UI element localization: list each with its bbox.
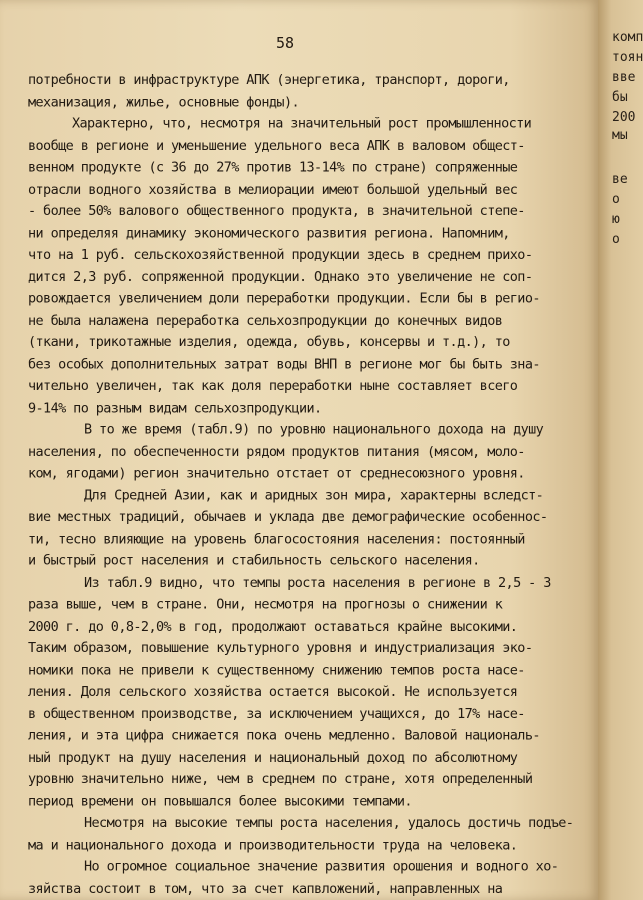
- text-line: (ткани, трикотажные изделия, одежда, обувь, консервы и т.д.), то: [28, 334, 510, 351]
- text-line: период времени он повышался более высокими темпами.: [28, 793, 412, 809]
- page-number: 58: [276, 34, 295, 52]
- text-line: механизация, жилье, основные фонды).: [28, 93, 299, 110]
- text-line: венном продукте (с 36 до 27% против 13-14% по стране) сопряженные: [28, 159, 518, 176]
- text-line: ный продукт на душу населения и национальный доход по абсолютному: [28, 749, 518, 766]
- text-line: Но огромное социальное значение развития орошения и водного хо-: [84, 858, 559, 875]
- adjacent-page-text-fragment: вве: [612, 70, 636, 85]
- adjacent-page-text-fragment: бы: [612, 90, 628, 105]
- text-line: ровождается увеличением доли переработки продукции. Если бы в регио-: [28, 290, 540, 307]
- text-line: уровню значительно ниже, чем в среднем по стране, хотя определенный: [28, 771, 533, 788]
- text-line: отрасли водного хозяйства в мелиорации имеют большой удельный вес: [28, 181, 518, 198]
- text-line: Для Средней Азии, как и аридных зон мира, характерны вследст-: [84, 487, 544, 504]
- text-line: потребности в инфраструктуре АПК (энергетика, транспорт, дороги,: [28, 72, 510, 88]
- text-line: - более 50% валового общественного продукта, в значительной степе-: [28, 203, 525, 220]
- text-line: дится 2,3 руб. сопряженной продукции. Однако это увеличение не соп-: [28, 268, 533, 285]
- text-line: раза выше, чем в стране. Они, несмотря на прогнозы о снижении к: [28, 596, 503, 613]
- adjacent-page-text-fragment: 200: [612, 110, 636, 125]
- adjacent-page-text-fragment: о: [612, 232, 620, 247]
- text-line: населения, по обеспеченности рядом продуктов питания (мясом, моло-: [28, 443, 525, 460]
- text-line: 2000 г. до 0,8-2,0% в год, продолжают оставаться крайне высокими.: [28, 618, 518, 635]
- text-line: 9-14% по разным видам сельхозпродукции.: [28, 399, 322, 416]
- text-line: чительно увеличен, так как доля переработки ныне составляет всего: [28, 377, 518, 394]
- text-line: вообще в регионе и уменьшение удельного веса АПК в валовом общест-: [28, 137, 525, 154]
- text-line: в общественном производстве, за исключением учащихся, до 17% насе-: [28, 705, 525, 722]
- adjacent-page-text-fragment: ве: [612, 172, 628, 187]
- adjacent-page-text-fragment: мы: [612, 128, 628, 143]
- text-line: ти, тесно влияющие на уровень благосостояния населения: постоянный: [28, 530, 525, 547]
- adjacent-page-text-fragment: тоян: [612, 50, 643, 65]
- text-line: без особых дополнительных затрат воды ВНП в регионе мог бы быть зна-: [28, 356, 540, 372]
- text-line: ни определяя динамику экономического развития региона. Напомним,: [28, 224, 510, 241]
- text-line: Таким образом, повышение культурного уровня и индустриализация эко-: [28, 640, 533, 657]
- text-line: Несмотря на высокие темпы роста населения, удалось достичь подъе-: [84, 814, 574, 831]
- text-line: ления. Доля сельского хозяйства остается высокой. Не используется: [28, 683, 518, 700]
- text-line: Из табл.9 видно, что темпы роста населения в регионе в 2,5 - 3: [84, 574, 551, 591]
- text-line: что на 1 руб. сельскохозяйственной продукции здесь в среднем прихо-: [28, 246, 533, 263]
- text-line: номики пока не привели к существенному снижению темпов роста насе-: [28, 661, 525, 678]
- text-line: и быстрый рост населения и стабильность сельского населения.: [28, 552, 480, 569]
- text-line: Характерно, что, несмотря на значительный рост промышленности: [72, 115, 532, 132]
- text-line: ма и национального дохода и производительности труда на человека.: [28, 836, 518, 853]
- text-line: ления, и эта цифра снижается пока очень медленно. Валовой националь-: [28, 727, 540, 744]
- text-line: В то же время (табл.9) по уровню национального дохода на душу: [84, 421, 544, 438]
- adjacent-page-edge: [598, 0, 643, 900]
- adjacent-page-text-fragment: ю: [612, 212, 620, 227]
- adjacent-page-text-fragment: комп: [612, 30, 643, 45]
- text-line: зяйства состоит в том, что за счет капвложений, направленных на: [28, 880, 503, 897]
- text-line: ком, ягодами) регион значительно отстает от среднесоюзного уровня.: [28, 465, 525, 482]
- adjacent-page-text-fragment: о: [612, 192, 620, 207]
- text-line: вие местных традиций, обычаев и уклада две демографические особеннос-: [28, 509, 548, 525]
- body-text: [28, 70, 588, 897]
- text-line: не была налажена переработка сельхозпродукции до конечных видов: [28, 312, 503, 329]
